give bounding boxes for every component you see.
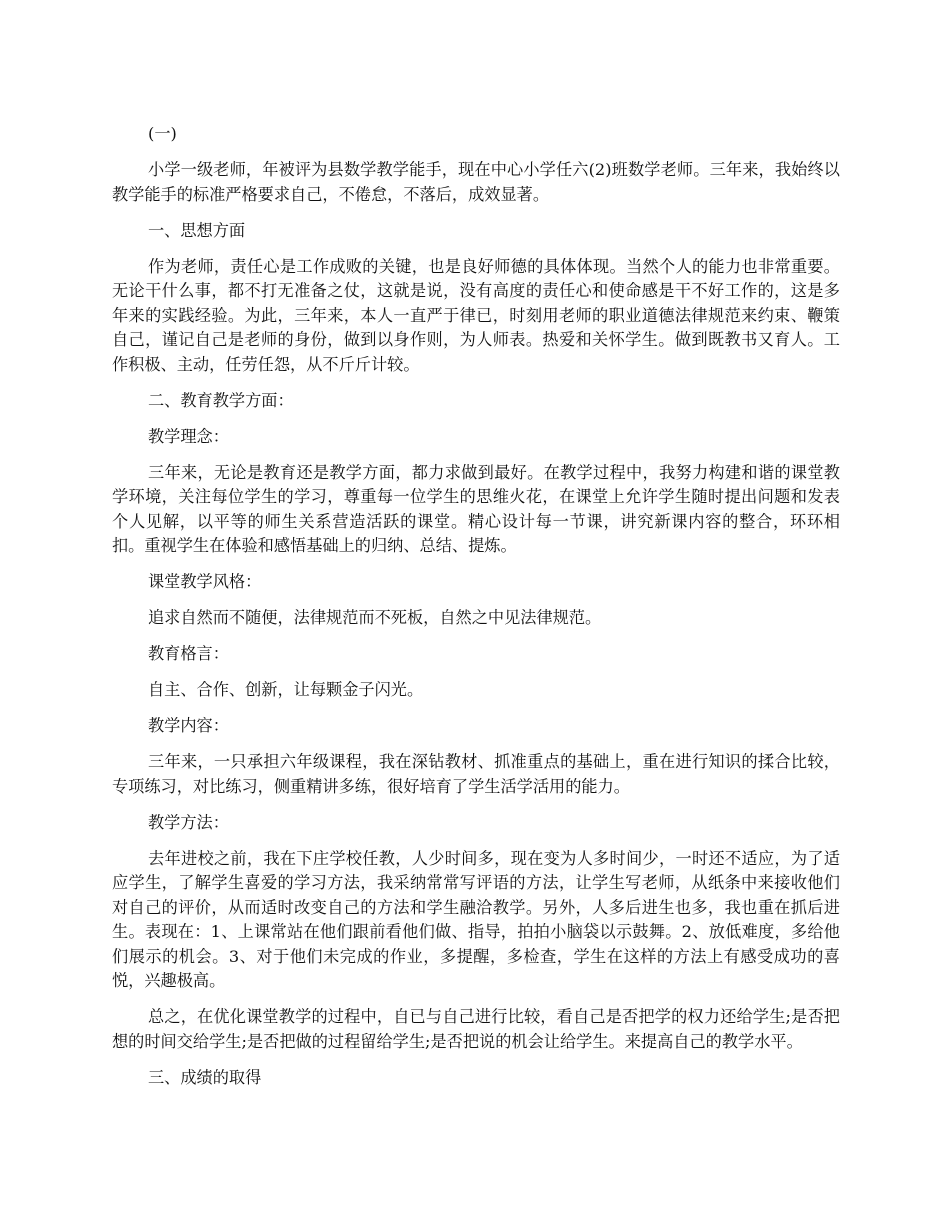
- teaching-content-paragraph: 三年来，一只承担六年级课程，我在深钻教材、抓准重点的基础上，重在进行知识的揉合比较，专项练习，对比练习，侧重精讲多练，很好培育了学生活学活用的能力。: [112, 752, 840, 796]
- subheading-classroom-style: 课堂教学风格：: [148, 572, 262, 591]
- subheading-education-motto: 教育格言：: [148, 644, 229, 663]
- classroom-style-paragraph: 追求自然而不随便，法律规范而不死板，自然之中见法律规范。: [148, 608, 602, 627]
- summary-paragraph: 总之，在优化课堂教学的过程中，自已与自己进行比较，看自己是否把学的权力还给学生;是否把想的时间交给学生;是否把做的过程留给学生;是否把说的机会让给学生。来提高自己的教学水平。: [112, 1007, 840, 1051]
- teaching-philosophy-paragraph: 三年来，无论是教育还是教学方面，都力求做到最好。在教学过程中，我努力构建和谐的课堂教学环境，关注每位学生的学习，尊重每一位学生的思维火花，在课堂上允许学生随时提出问题和发表个人见解，以平等的师生关系营造活跃的课堂。精心设计每一节课，讲究新课内容的整合，环环相扣。重视学生在体验和感悟基础上的归纳、总结、提炼。: [112, 462, 840, 555]
- heading-ideology: 一、思想方面: [148, 220, 246, 240]
- intro-paragraph: 小学一级老师，年被评为县数学教学能手，现在中心小学任六(2)班数学老师。三年来，我始终以教学能手的标准严格要求自己，不倦怠，不落后，成效显著。: [112, 160, 840, 204]
- education-motto-paragraph: 自主、合作、创新，让每颗金子闪光。: [148, 680, 424, 699]
- teaching-method-paragraph: 去年进校之前，我在下庄学校任教，人少时间多，现在变为人多时间少，一时还不适应，为了适应学生，了解学生喜爱的学习方法，我采纳常常写评语的方法，让学生写老师，从纸条中来接收他们对自己的评价，从而适时改变自己的方法和学生融洽教学。另外，人多后进生也多，我也重在抓后进生。表现在：1、上课常站在他们跟前看他们做、指导，拍拍小脑袋以示鼓舞。2、放低难度，多给他们展示的机会。3、对于他们未完成的作业，多提醒，多检查，学生在这样的方法上有感受成功的喜悦，兴趣极高。: [112, 848, 840, 990]
- section-number: (一): [148, 124, 177, 143]
- ideology-paragraph: 作为老师，责任心是工作成败的关键，也是良好师德的具体体现。当然个人的能力也非常重要。无论干什么事，都不打无准备之仗，这就是说，没有高度的责任心和使命感是干不好工作的，这是多年来的实践经验。为此，三年来，本人一直严于律已，时刻用老师的职业道德法律规范来约束、鞭策自己，谨记自己是老师的身份，做到以身作则，为人师表。热爱和关怀学生。做到既教书又育人。工作积极、主动，任劳任怨，从不斤斤计较。: [112, 256, 840, 374]
- document-page: [112, 122, 840, 1102]
- subheading-teaching-method: 教学方法：: [148, 812, 229, 832]
- heading-teaching: 二、教育教学方面：: [148, 390, 294, 410]
- heading-achievements: 三、成绩的取得: [148, 1067, 262, 1087]
- subheading-teaching-content: 教学内容：: [148, 716, 229, 735]
- subheading-teaching-philosophy: 教学理念：: [148, 426, 229, 446]
